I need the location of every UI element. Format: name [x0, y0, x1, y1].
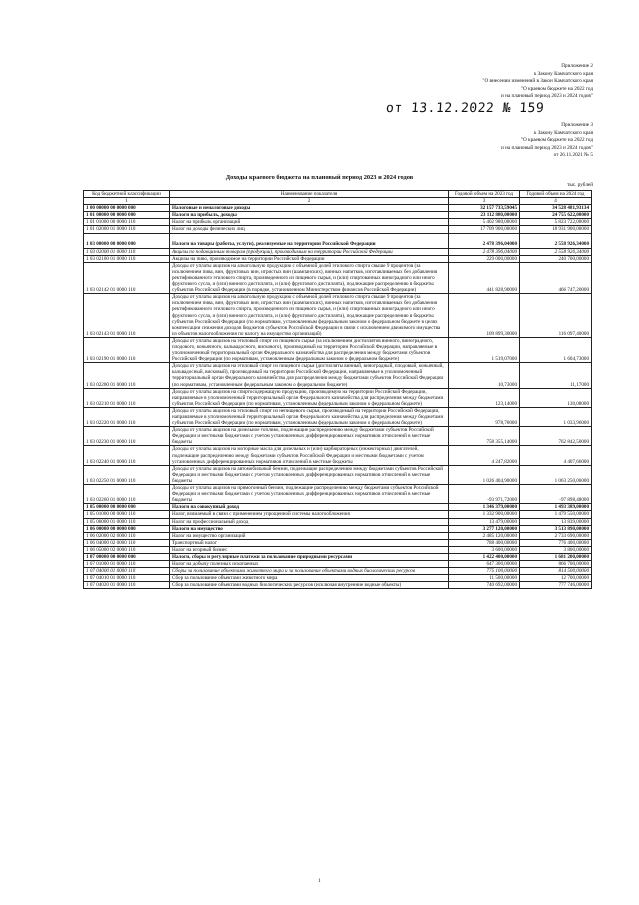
column-number: 1 — [84, 198, 170, 205]
value-2024-cell: 130,08000 — [520, 388, 592, 407]
indicator-name-cell: Налоги на имущество — [170, 525, 449, 532]
budget-code-cell: 1 07 04020 01 0000 110 — [84, 582, 170, 589]
indicator-name-cell: Налог на доходы физических лиц — [170, 226, 449, 233]
table-row — [84, 504, 592, 511]
value-2024-cell: 777 746,00000 — [520, 582, 592, 589]
value-2024-cell: 11,17000 — [520, 363, 592, 388]
value-2023-cell: 740 692,00000 — [449, 582, 520, 589]
value-2023-cell: 2 478 396,04000 — [449, 248, 520, 255]
value-2023-cell: 2 478 396,04000 — [449, 233, 520, 248]
budget-code-cell: 1 03 02260 01 0000 110 — [84, 485, 170, 504]
indicator-name-cell: Сборы за пользование объектами животного мира и за пользование объектами водных биологических ресурсов — [170, 568, 449, 575]
budget-code-cell: 1 03 02250 01 0000 110 — [84, 465, 170, 484]
table-row — [84, 539, 592, 546]
header-line: к Закону Камчатского края — [533, 70, 593, 77]
value-2024-cell: 3 800,00000 — [520, 546, 592, 553]
budget-code-cell: 1 03 02190 01 0000 110 — [84, 337, 170, 362]
header-line: Приложение 2 — [561, 63, 593, 69]
indicator-name-cell: Доходы от уплаты акцизов на автомобильный бензин, подлежащие распределению между бюджетами субъектов Российской Федерации и местными бюджетами с учетом установленных дифференцированных нормативов отчислений в местные бюджеты — [170, 465, 449, 484]
value-2024-cell: 2 558 926,34000 — [520, 233, 592, 248]
value-2023-cell: 1 519,07000 — [449, 337, 520, 362]
appendix-header-current — [482, 63, 593, 101]
value-2023-cell: 4 247,82000 — [449, 446, 520, 465]
table-row — [84, 262, 592, 293]
value-2023-cell: 123,14000 — [449, 388, 520, 407]
value-2024-cell: 2 733 690,00000 — [520, 532, 592, 539]
value-2023-cell: 3 277 120,00000 — [449, 525, 520, 532]
budget-code-cell: 1 07 01000 01 0000 110 — [84, 561, 170, 568]
indicator-name-cell: Доходы от уплаты акцизов на моторные масла для дизельных и (или) карбюраторных (инжекторных) двигателей, подлежащие распределению между бюджетами субъектов Российской Федерации и местными бюджетами с учетом установленных дифференцированных нормативов отчислений в местные бюджеты — [170, 446, 449, 465]
budget-code-cell: 1 03 02230 01 0000 110 — [84, 427, 170, 446]
value-2023-cell: 109 899,30000 — [449, 294, 520, 338]
value-2024-cell: 13 839,00000 — [520, 518, 592, 525]
budget-code-cell: 1 07 04010 01 0000 110 — [84, 575, 170, 582]
value-2023-cell: 229 000,00000 — [449, 255, 520, 262]
value-2023-cell: 647 300,00000 — [449, 561, 520, 568]
indicator-name-cell: Доходы от уплаты акцизов на алкогольную продукцию с объемной долей этилового спирта свыше 9 процентов (за исключением пива, вин, фруктовых вин, игристых вин (шампанских), винных напитков, изготавливаемых без добавления ректификованного этилового спирта, произведенного из пищевого сырья, и (или) спиртованных виноградного или иного фруктового сусла, и (или) винного дистиллята, и (или) фруктового дистиллята), подлежащие распределению в бюджеты субъектов Российской Федерации (в порядке, установленном Министерством финансов Российской Федерации) — [170, 262, 449, 293]
budget-code-cell: 1 05 06000 01 0000 110 — [84, 518, 170, 525]
column-number: 2 — [170, 198, 449, 205]
indicator-name-cell: Налог на игорный бизнес — [170, 546, 449, 553]
value-2024-cell: 1 604,73000 — [520, 337, 592, 362]
indicator-name-cell: Акцизы по подакцизным товарам (продукции), производимым на территории Российской Федерации — [170, 248, 449, 255]
handwritten-date-number: от 13.12.2022 № 159 — [385, 101, 545, 116]
value-2023-cell: 13 479,00000 — [449, 518, 520, 525]
column-header-2023: Годовой объем на 2023 год — [449, 191, 520, 198]
indicator-name-cell: Доходы от уплаты акцизов на спиртосодержащую продукцию, производимую на территории Российской Федерации, направляемые в уполномоченный территориальный орган Федерального казначейства для распределения между бюджетами субъектов Российской Федерации (по нормативам, установленным федеральным законом о федеральном бюджете) — [170, 388, 449, 407]
value-2023-cell: -93 971,72000 — [449, 485, 520, 504]
table-row — [84, 248, 592, 255]
indicator-name-cell: Транспортный налог — [170, 539, 449, 546]
value-2023-cell: 23 112 880,00000 — [449, 212, 520, 219]
table-row — [84, 427, 592, 446]
value-2023-cell: 10,73000 — [449, 363, 520, 388]
header-line: "О краевом бюджете на 2022 год — [520, 137, 593, 144]
budget-code-cell: 1 03 02100 01 0000 110 — [84, 255, 170, 262]
budget-code-cell: 1 03 02200 01 0000 110 — [84, 363, 170, 388]
budget-code-cell: 1 06 05000 02 0000 110 — [84, 546, 170, 553]
table-row — [84, 446, 592, 465]
column-header-name: Наименование показателя — [170, 191, 449, 198]
indicator-name-cell: Сбор за пользование объектами водных биологических ресурсов (исключая внутренние водные объекты) — [170, 582, 449, 589]
table-row — [84, 568, 592, 575]
column-header-code: Код бюджетной классификации — [84, 191, 170, 198]
header-line: и на плановый период 2023 и 2024 годов" — [501, 93, 593, 100]
indicator-name-cell: Доходы от уплаты акцизов на прямогонный бензин, подлежащие распределению между бюджетами субъектов Российской Федерации и местными бюджетами с учетом установленных дифференцированных нормативов отчислений в местные бюджеты — [170, 485, 449, 504]
budget-code-cell: 1 03 02143 01 0000 110 — [84, 294, 170, 338]
table-row — [84, 226, 592, 233]
table-row — [84, 485, 592, 504]
table-row — [84, 575, 592, 582]
value-2023-cell: 441 828,90000 — [449, 262, 520, 293]
table-row — [84, 294, 592, 338]
budget-code-cell: 1 06 04000 02 0000 110 — [84, 539, 170, 546]
budget-code-cell: 1 01 00000 00 0000 000 — [84, 212, 170, 219]
value-2024-cell: 4 407,66000 — [520, 446, 592, 465]
indicator-name-cell: Налог на прибыль организаций — [170, 219, 449, 226]
indicator-name-cell: Доходы от уплаты акцизов на алкогольную продукцию с объемной долей этилового спирта свыше 9 процентов (за исключением пива, вин, фруктовых вин, игристых вин (шампанских), винных напитков, изготавливаемых без добавления ректификованного этилового спирта, произведенного из пищевого сырья, и (или) спиртованных виноградного или иного фруктового сусла, и (или) винного дистиллята, и (или) фруктового дистиллята), подлежащие распределению в бюджеты субъектов Российской Федерации (по нормативам, установленным федеральным законом о федеральном бюджете в целях компенсации снижения доходов бюджетов субъектов Российской Федерации в связи с исключением движимого имущества из объектов налогообложения по налогу на имущество организаций) — [170, 294, 449, 338]
indicator-name-cell: Доходы от уплаты акцизов на этиловый спирт из непищевого сырья, производимый на территории Российской Федерации, направляемые в уполномоченный территориальный орган Федерального казначейства для распределения между бюджетами субъектов Российской Федерации (по нормативам, установленным федеральным законом о федеральном бюджете) — [170, 407, 449, 426]
budget-code-cell: 1 03 02210 01 0000 110 — [84, 388, 170, 407]
budget-code-cell: 1 01 01000 00 0000 110 — [84, 219, 170, 226]
appendix-header-previous — [501, 122, 593, 160]
table-row — [84, 363, 592, 388]
value-2023-cell: 1 422 400,00000 — [449, 553, 520, 560]
table-row — [84, 532, 592, 539]
table-row — [84, 233, 592, 248]
table-row — [84, 518, 592, 525]
indicator-name-cell: Налог на профессиональный доход — [170, 518, 449, 525]
units-label: тыс. рублей — [567, 182, 593, 188]
budget-code-cell: 1 05 01000 00 0000 110 — [84, 511, 170, 518]
value-2024-cell: -97 898,48000 — [520, 485, 592, 504]
table-row — [84, 407, 592, 426]
value-2024-cell: 466 747,20000 — [520, 262, 592, 293]
value-2023-cell: 758 355,14000 — [449, 427, 520, 446]
column-number: 4 — [520, 198, 592, 205]
table-body — [84, 205, 592, 589]
column-number-row — [84, 198, 592, 205]
indicator-name-cell: Налоговые и неналоговые доходы — [170, 205, 449, 212]
table-row — [84, 546, 592, 553]
indicator-name-cell: Доходы от уплаты акцизов на этиловый спирт из пищевого сырья (за исключением дистиллятов винного, виноградного, плодового, коньячного, кальвадосного, вискового), производимый на территории Российской Федерации, направляемые в уполномоченный территориальный орган Федерального казначейства для распределения между бюджетами субъектов Российской Федерации (по нормативам, установленным федеральным законом о федеральном бюджете) — [170, 337, 449, 362]
value-2024-cell: 1 681 200,00000 — [520, 553, 592, 560]
value-2023-cell: 11 500,00000 — [449, 575, 520, 582]
page-number: 1 — [318, 878, 321, 884]
value-2023-cell: 17 709 900,00000 — [449, 226, 520, 233]
value-2023-cell: 1 332 900,00000 — [449, 511, 520, 518]
value-2023-cell: 2 485 120,00000 — [449, 532, 520, 539]
budget-code-cell: 1 06 00000 00 0000 000 — [84, 525, 170, 532]
header-line: к Закону Камчатского края — [533, 129, 593, 136]
header-line: от 26.11.2021 № 5 — [553, 152, 593, 159]
value-2024-cell: 240 700,00000 — [520, 255, 592, 262]
budget-code-cell: 1 03 02142 01 0000 110 — [84, 262, 170, 293]
budget-code-cell: 1 06 02000 02 0000 110 — [84, 532, 170, 539]
budget-code-cell: 1 07 00000 00 0000 000 — [84, 553, 170, 560]
value-2023-cell: 775 100,00000 — [449, 568, 520, 575]
table-row — [84, 205, 592, 212]
header-line: "О краевом бюджете на 2022 год — [520, 85, 593, 92]
indicator-name-cell: Сбор за пользование объектами животного мира — [170, 575, 449, 582]
value-2024-cell: 18 931 900,00000 — [520, 226, 592, 233]
value-2023-cell: 1 346 379,00000 — [449, 504, 520, 511]
value-2024-cell: 24 755 622,00000 — [520, 212, 592, 219]
value-2024-cell: 1 493 389,00000 — [520, 504, 592, 511]
indicator-name-cell: Налоги на прибыль, доходы — [170, 212, 449, 219]
value-2023-cell: 1 026 404,90000 — [449, 465, 520, 484]
value-2023-cell: 3 600,00000 — [449, 546, 520, 553]
value-2024-cell: 866 700,00000 — [520, 561, 592, 568]
value-2023-cell: 32 157 733,59045 — [449, 205, 520, 212]
budget-code-cell: 1 03 00000 00 0000 000 — [84, 233, 170, 248]
value-2023-cell: 978,76000 — [449, 407, 520, 426]
table-row — [84, 465, 592, 484]
table-row — [84, 388, 592, 407]
indicator-name-cell: Акцизы на пиво, производимое на территории Российской Федерации — [170, 255, 449, 262]
table-row — [84, 511, 592, 518]
value-2024-cell: 2 558 926,34000 — [520, 248, 592, 255]
indicator-name-cell: Налоги на совокупный доход — [170, 504, 449, 511]
indicator-name-cell: Доходы от уплаты акцизов на этиловый спирт из пищевого сырья (дистилляты винный, виноградный, плодовый, коньячный, кальвадосный, висковый), производимый на территории Российской Федерации, направляемые в уполномоченный территориальный орган Федерального казначейства для распределения между бюджетами субъектов Российской Федерации (по нормативам, установленным федеральным законом о федеральном бюджете) — [170, 363, 449, 388]
header-line: Приложение 3 — [561, 122, 593, 128]
budget-code-cell: 1 07 04000 01 0000 110 — [84, 568, 170, 575]
table-row — [84, 582, 592, 589]
value-2024-cell: 762 842,50000 — [520, 427, 592, 446]
budget-code-cell: 1 03 02000 01 0000 110 — [84, 248, 170, 255]
column-header-2024: Годовой объем на 2024 год — [520, 191, 592, 198]
value-2024-cell: 1 063 250,06000 — [520, 465, 592, 484]
value-2024-cell: 1 033,96000 — [520, 407, 592, 426]
header-line: "О внесении изменений в Закон Камчатского края — [482, 78, 593, 85]
budget-code-cell: 1 01 02000 01 0000 110 — [84, 226, 170, 233]
budget-code-cell: 1 03 02220 01 0000 110 — [84, 407, 170, 426]
budget-code-cell: 1 03 02240 01 0000 110 — [84, 446, 170, 465]
value-2023-cell: 788 400,00000 — [449, 539, 520, 546]
table-row — [84, 337, 592, 362]
document-title: Доходы краевого бюджета на плановый период 2023 и 2024 годов — [225, 174, 414, 181]
value-2024-cell: 5 823 722,00000 — [520, 219, 592, 226]
value-2024-cell: 1 479 550,00000 — [520, 511, 592, 518]
indicator-name-cell: Налог на имущество организаций — [170, 532, 449, 539]
table-row — [84, 212, 592, 219]
indicator-name-cell: Налоги на товары (работы, услуги), реализуемые на территории Российской Федерации — [170, 233, 449, 248]
indicator-name-cell: Доходы от уплаты акцизов на дизельное топливо, подлежащие распределению между бюджетами субъектов Российской Федерации и местными бюджетами с учетом установленных дифференцированных нормативов отчислений в местные бюджеты — [170, 427, 449, 446]
value-2024-cell: 12 700,00000 — [520, 575, 592, 582]
value-2023-cell: 5 402 980,00000 — [449, 219, 520, 226]
revenue-table — [83, 190, 592, 589]
indicator-name-cell: Налог на добычу полезных ископаемых — [170, 561, 449, 568]
value-2024-cell: 3 513 890,00000 — [520, 525, 592, 532]
budget-code-cell: 1 05 00000 00 0000 000 — [84, 504, 170, 511]
value-2024-cell: 34 528 481,93134 — [520, 205, 592, 212]
table-row — [84, 219, 592, 226]
table-row — [84, 561, 592, 568]
indicator-name-cell: Налог, взимаемый в связи с применением упрощенной системы налогообложения — [170, 511, 449, 518]
value-2024-cell: 116 097,40000 — [520, 294, 592, 338]
column-number: 3 — [449, 198, 520, 205]
table-row — [84, 255, 592, 262]
value-2024-cell: 814 500,00000 — [520, 568, 592, 575]
table-row — [84, 525, 592, 532]
indicator-name-cell: Налоги, сборы и регулярные платежи за пользование природными ресурсами — [170, 553, 449, 560]
value-2024-cell: 776 400,00000 — [520, 539, 592, 546]
header-line: и на плановый период 2023 и 2024 годов" — [501, 144, 593, 151]
table-row — [84, 553, 592, 560]
table-header-row — [84, 191, 592, 198]
budget-code-cell: 1 00 00000 00 0000 000 — [84, 205, 170, 212]
